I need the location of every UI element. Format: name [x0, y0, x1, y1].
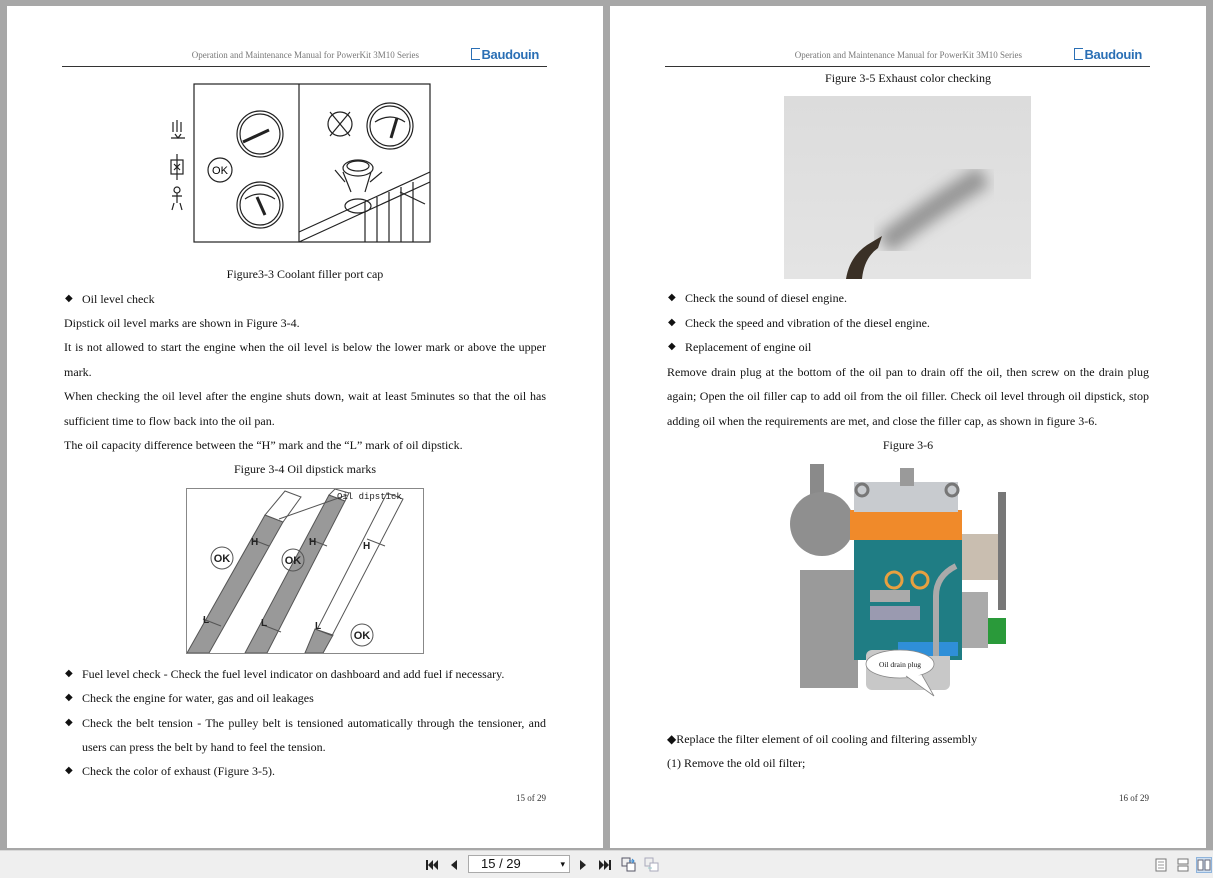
- paragraph: Dipstick oil level marks are shown in Figure 3-4.: [64, 316, 300, 330]
- figure-coolant-filler-cap: [165, 82, 437, 244]
- svg-text:L: L: [261, 618, 268, 629]
- single-page-view-button[interactable]: [1153, 857, 1169, 873]
- page-number: 16 of 29: [1119, 793, 1149, 803]
- paragraph: Remove drain plug at the bottom of the oil pan to drain off the oil, then screw on the drain plug: [667, 365, 1149, 379]
- svg-text:OK: OK: [213, 553, 231, 565]
- svg-text:L: L: [203, 615, 210, 626]
- figure-3-5-caption: Figure 3-5 Exhaust color checking: [825, 71, 991, 85]
- step-1: (1) Remove the old oil filter;: [667, 756, 806, 770]
- continuous-view-button[interactable]: [1175, 857, 1191, 873]
- previous-page-button[interactable]: [446, 857, 462, 873]
- first-page-icon: [425, 859, 439, 871]
- figure-oil-dipstick-marks: [186, 488, 424, 654]
- copy-page-button[interactable]: [621, 857, 637, 873]
- chevron-down-icon: ▾: [560, 859, 565, 869]
- last-page-icon: [598, 859, 612, 871]
- oil-drain-plug-callout: Oil drain plug: [878, 660, 922, 669]
- svg-text:L: L: [315, 621, 322, 632]
- header-title: Operation and Maintenance Manual for PowerKit 3M10 Series: [191, 50, 419, 60]
- pdf-page-16: [610, 6, 1206, 848]
- bullet-fuel-level: ◆ Fuel level check - Check the fuel level indicator on dashboard and add fuel if necessary.: [82, 667, 504, 681]
- figure-3-3-caption: Figure3-3 Coolant filler port cap: [226, 267, 384, 281]
- page-number-select[interactable]: [468, 855, 570, 873]
- ok-label: OK: [212, 165, 228, 177]
- svg-text:OK: OK: [353, 630, 371, 642]
- svg-text:Oil dipstick: Oil dipstick: [337, 492, 402, 502]
- pdf-viewer-toolbar: [0, 850, 1213, 878]
- figure-3-6-caption: Figure 3-6: [882, 438, 934, 452]
- bullet-leakages: ◆ Check the engine for water, gas and oil leakages: [82, 691, 314, 705]
- previous-page-icon: [449, 859, 459, 871]
- figure-engine-drain-plug: [788, 462, 1028, 698]
- bullet-belt-tension: ◆ Check the belt tension - The pulley belt is tensioned automatically through the tensioner, and: [82, 716, 546, 730]
- page-header: [665, 40, 1150, 67]
- paste-page-icon: [644, 857, 660, 873]
- copy-page-icon: [621, 857, 637, 873]
- paragraph: The oil capacity difference between the “H” mark and the “L” mark of oil dipstick.: [64, 438, 463, 452]
- baudouin-logo: Baudouin: [471, 47, 539, 62]
- last-page-button[interactable]: [597, 857, 613, 873]
- paragraph: again; Open the oil filler cap to add oil from the oil filler. Check oil level through oil dipstick, stop: [667, 389, 1149, 403]
- bullet-oil-replacement: ◆ Replacement of engine oil: [685, 340, 811, 354]
- two-page-view-button[interactable]: [1196, 857, 1212, 873]
- svg-text:H: H: [309, 537, 317, 548]
- svg-text:OK: OK: [284, 555, 302, 567]
- page-number: 15 of 29: [516, 793, 546, 803]
- paragraph: adding oil when the requirements are met, and close the filler cap, as shown in figure 3-6.: [667, 414, 1098, 428]
- figure-3-4-caption: Figure 3-4 Oil dipstick marks: [234, 462, 376, 476]
- bullet-exhaust-color: ◆ Check the color of exhaust (Figure 3-5).: [82, 764, 275, 778]
- svg-text:H: H: [363, 541, 371, 552]
- next-page-button[interactable]: [575, 857, 591, 873]
- paragraph: When checking the oil level after the engine shuts down, wait at least 5minutes so that the oil has: [64, 389, 546, 403]
- first-page-button[interactable]: [424, 857, 440, 873]
- paragraph: sufficient time to flow back into the oil pan.: [64, 414, 275, 428]
- oil-level-heading: ◆ Oil level check: [82, 292, 155, 306]
- pdf-page-15: [7, 6, 603, 848]
- bullet-engine-sound: ◆ Check the sound of diesel engine.: [685, 291, 847, 305]
- paste-page-button[interactable]: [644, 857, 660, 873]
- next-page-icon: [578, 859, 588, 871]
- figure-exhaust-photo: [784, 96, 1031, 279]
- bullet-speed-vibration: ◆ Check the speed and vibration of the diesel engine.: [685, 316, 930, 330]
- paragraph: It is not allowed to start the engine when the oil level is below the lower mark or above the upper: [64, 340, 546, 354]
- two-page-view-icon: [1197, 859, 1211, 871]
- page-field-value: 15 / 29: [481, 856, 521, 871]
- paragraph: mark.: [64, 365, 92, 379]
- bullet-belt-tension-cont: users can press the belt by hand to feel the tension.: [82, 740, 326, 754]
- single-page-view-icon: [1155, 858, 1167, 872]
- svg-text:H: H: [251, 537, 259, 548]
- baudouin-logo: Baudouin: [1074, 47, 1142, 62]
- header-title: Operation and Maintenance Manual for PowerKit 3M10 Series: [794, 50, 1022, 60]
- filter-heading: ◆Replace the filter element of oil cooling and filtering assembly: [667, 732, 978, 746]
- continuous-view-icon: [1177, 858, 1189, 872]
- page-header: [62, 40, 547, 67]
